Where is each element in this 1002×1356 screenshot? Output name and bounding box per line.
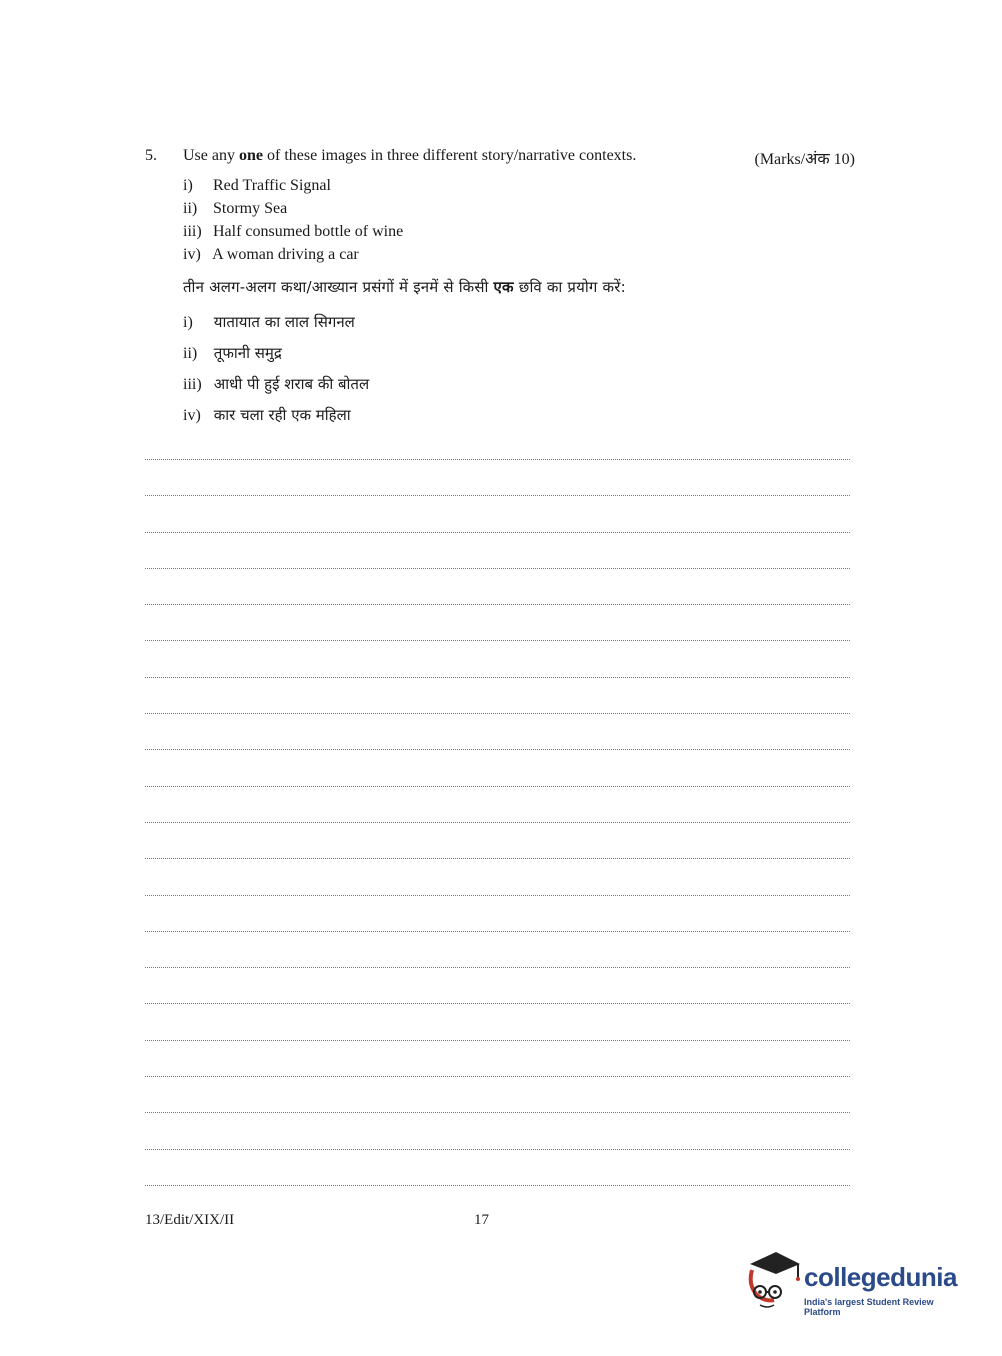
- answer-line[interactable]: [145, 1003, 850, 1004]
- answer-area[interactable]: [145, 459, 850, 1221]
- collegedunia-logo: [742, 1250, 972, 1320]
- option-text: आधी पी हुई शराब की बोतल: [213, 375, 370, 393]
- hindi-instruction: [183, 277, 626, 297]
- question-prefix: Use any: [183, 147, 239, 164]
- answer-line[interactable]: [145, 459, 850, 460]
- option-number: iii): [183, 376, 202, 393]
- answer-line[interactable]: [145, 931, 850, 932]
- option-number: ii): [183, 200, 198, 217]
- answer-line[interactable]: [145, 749, 850, 750]
- option-number: ii): [183, 345, 198, 362]
- list-item: [183, 243, 403, 266]
- answer-line[interactable]: [145, 532, 850, 533]
- option-text: Half consumed bottle of wine: [213, 223, 404, 240]
- list-item: [183, 400, 369, 431]
- question-suffix: of these images in three different story/narrative contexts.: [262, 147, 637, 164]
- option-number: iii): [183, 223, 202, 240]
- question-emphasis: one: [238, 147, 263, 164]
- option-text: तूफानी समुद्र: [213, 344, 282, 362]
- question-number: 5.: [145, 147, 157, 164]
- answer-line[interactable]: [145, 858, 850, 859]
- option-text: यातायात का लाल सिगनल: [213, 313, 355, 331]
- question-text: [183, 147, 636, 165]
- hindi-instruction-prefix: तीन अलग-अलग कथा/आख्यान प्रसंगों में इनमें से किसी: [183, 278, 494, 296]
- answer-line[interactable]: [145, 967, 850, 968]
- option-number: iv): [183, 246, 201, 263]
- option-number: i): [183, 314, 193, 331]
- option-text: Stormy Sea: [213, 200, 288, 217]
- answer-line[interactable]: [145, 822, 850, 823]
- answer-line[interactable]: [145, 568, 850, 569]
- list-item: [183, 174, 403, 197]
- logo-tagline: India's largest Student Review Platform: [804, 1297, 934, 1317]
- student-mascot-icon: [742, 1250, 802, 1312]
- answer-line[interactable]: [145, 495, 850, 496]
- answer-line[interactable]: [145, 713, 850, 714]
- marks-label: (Marks/अंक 10): [754, 151, 855, 168]
- answer-line[interactable]: [145, 1185, 850, 1186]
- paper-code: 13/Edit/XIX/II: [145, 1212, 235, 1228]
- hindi-instruction-emphasis: एक: [493, 278, 514, 296]
- answer-line[interactable]: [145, 604, 850, 605]
- option-text: Red Traffic Signal: [213, 177, 331, 194]
- list-item: [183, 197, 403, 220]
- list-item: [183, 307, 369, 338]
- answer-line[interactable]: [145, 677, 850, 678]
- answer-line[interactable]: [145, 1149, 850, 1150]
- page-number: 17: [474, 1212, 489, 1228]
- hindi-options-list: [183, 307, 369, 431]
- option-text: A woman driving a car: [212, 246, 359, 263]
- hindi-instruction-suffix: छवि का प्रयोग करें:: [513, 278, 626, 296]
- logo-wordmark: collegedunia: [804, 1262, 957, 1292]
- option-number: iv): [183, 407, 201, 424]
- answer-line[interactable]: [145, 895, 850, 896]
- answer-line[interactable]: [145, 640, 850, 641]
- answer-line[interactable]: [145, 1040, 850, 1041]
- answer-line[interactable]: [145, 786, 850, 787]
- answer-line[interactable]: [145, 1112, 850, 1113]
- list-item: [183, 220, 403, 243]
- option-number: i): [183, 177, 193, 194]
- list-item: [183, 369, 369, 400]
- option-text: कार चला रही एक महिला: [213, 406, 351, 424]
- answer-line[interactable]: [145, 1076, 850, 1077]
- english-options-list: [183, 174, 403, 266]
- list-item: [183, 338, 369, 369]
